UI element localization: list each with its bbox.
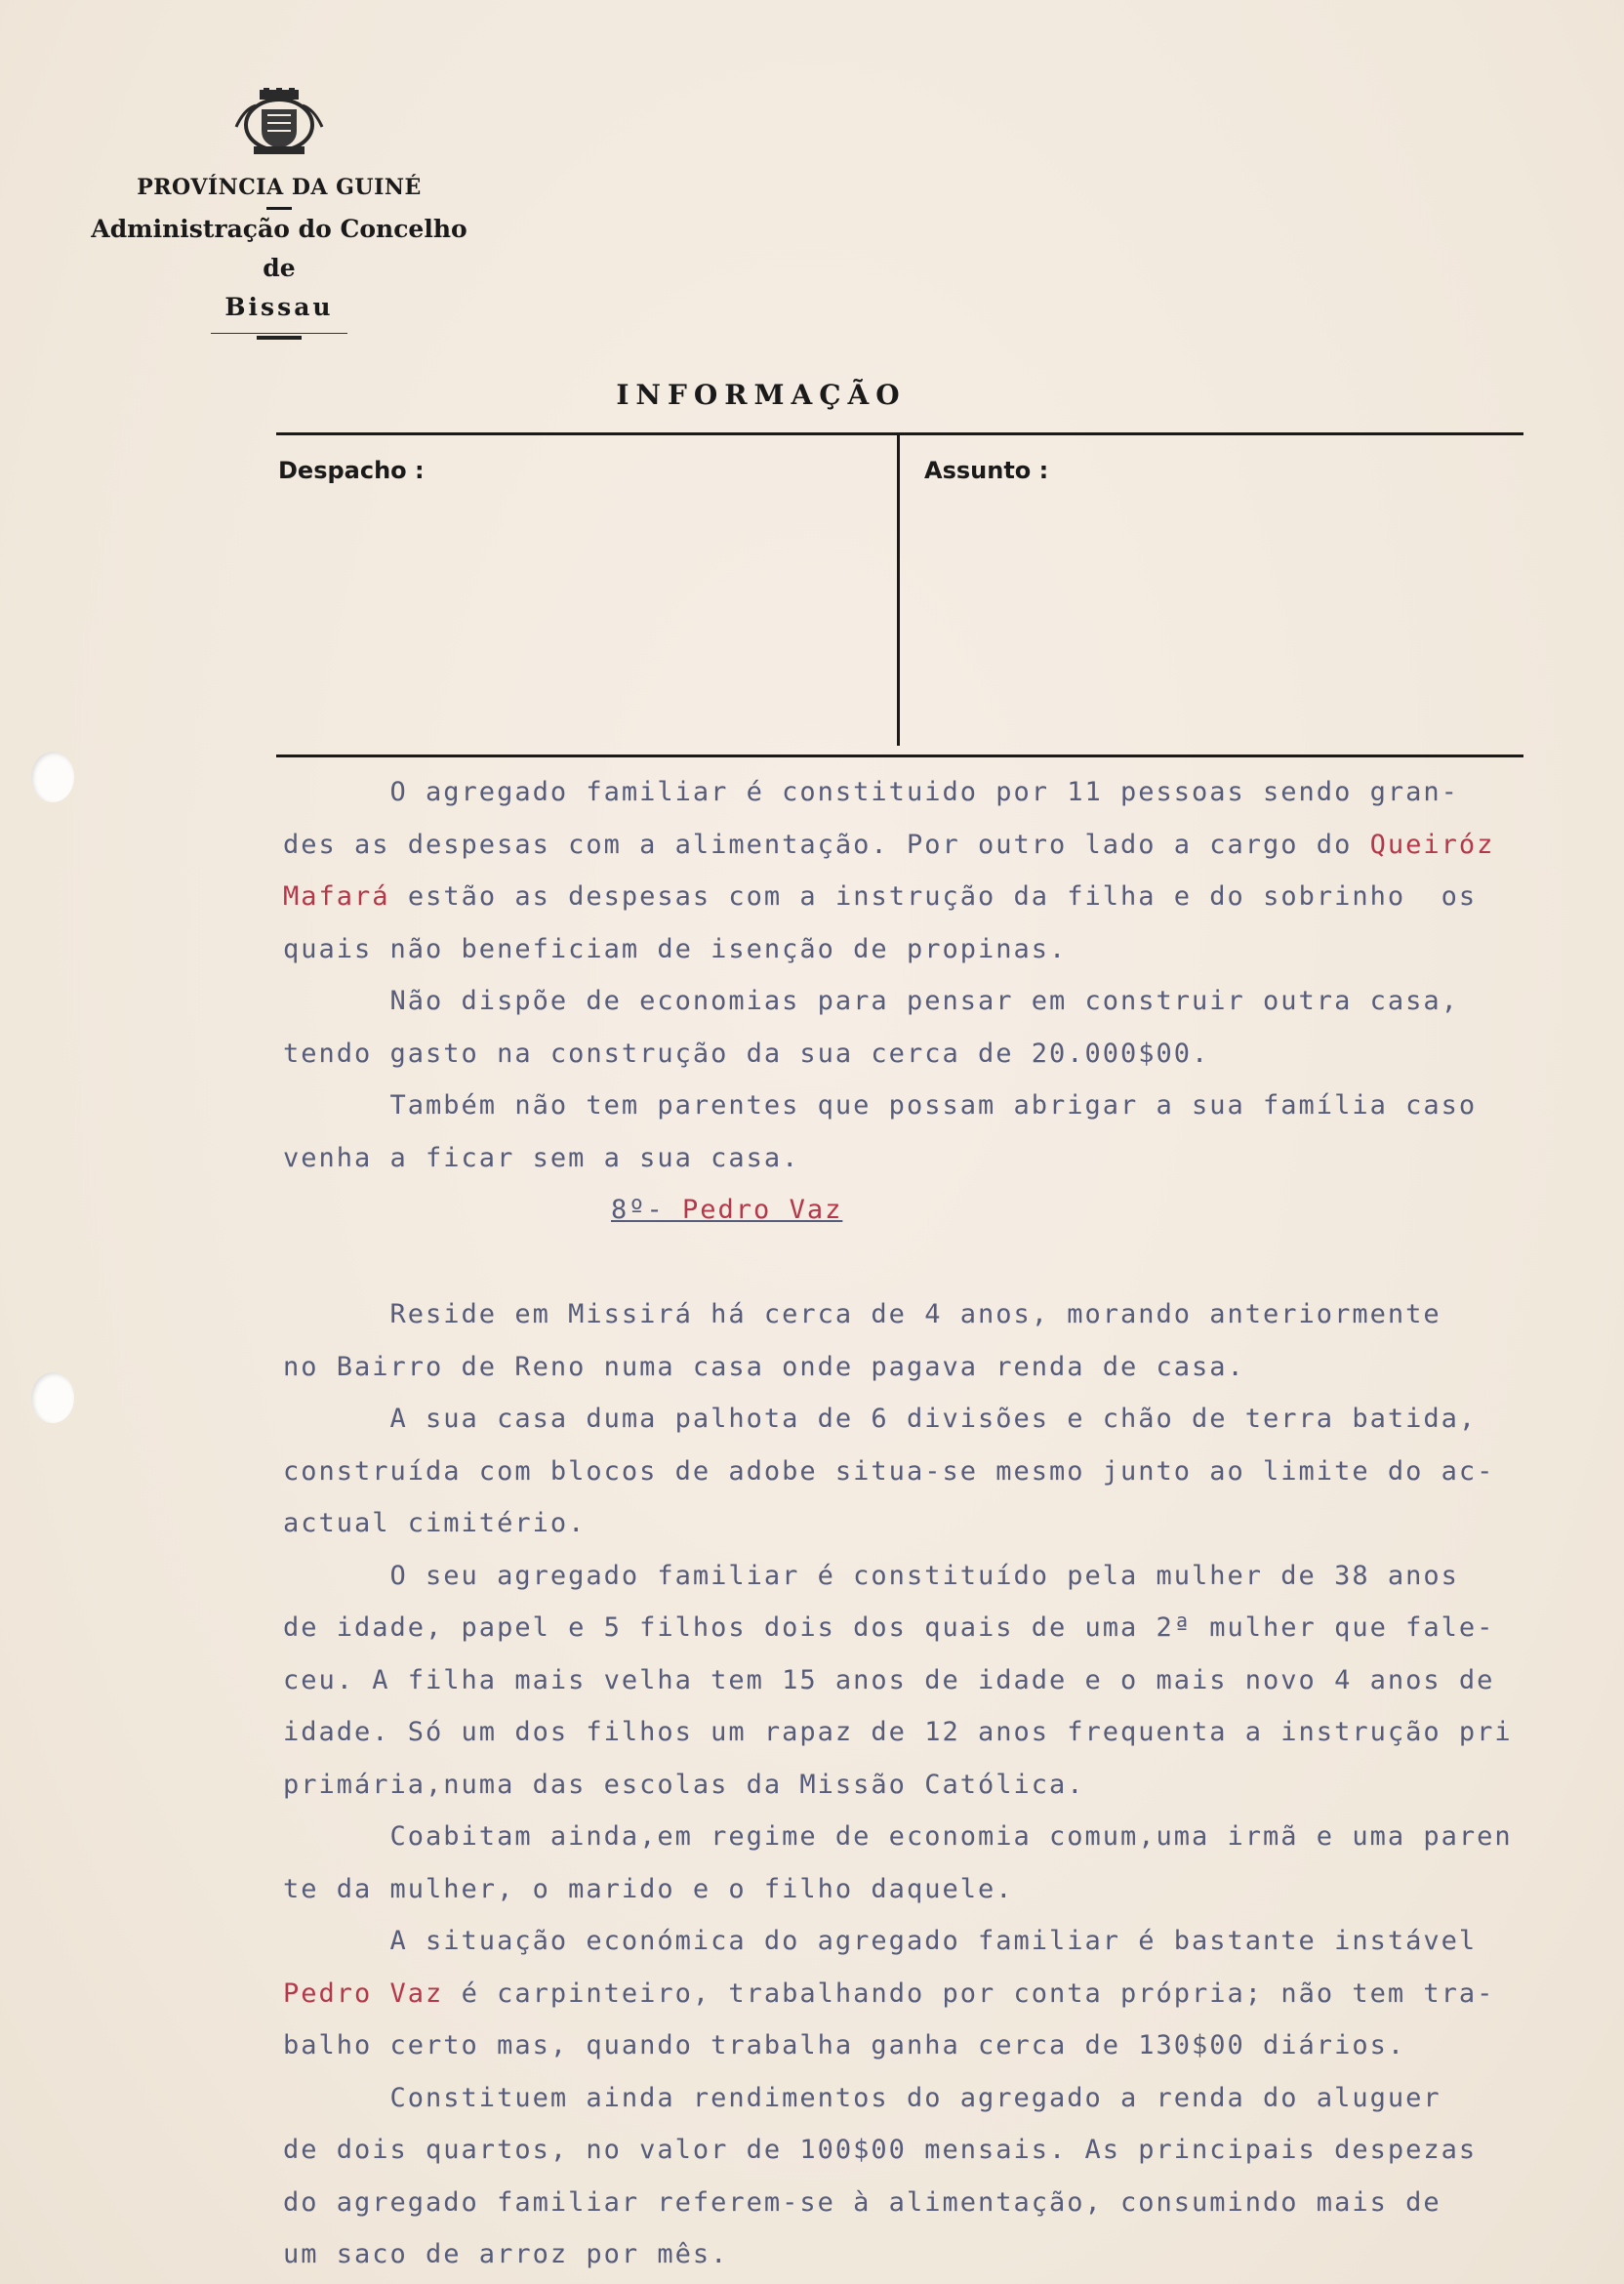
body-line: primária,numa das escolas da Missão Católica. [283, 1769, 1085, 1800]
body-line [283, 819, 1591, 872]
body-line: Constituem ainda rendimentos do agregado a renda do aluguer [283, 2082, 1441, 2113]
body-line: O agregado familiar é constituido por 11 pessoas sendo gran- [283, 777, 1459, 807]
name-pedro-vaz-heading: Pedro Vaz [682, 1195, 843, 1225]
preposition: de [263, 254, 296, 282]
form-divider [897, 435, 900, 746]
name-mafara: Mafará [283, 881, 390, 912]
section-heading [283, 1184, 1591, 1237]
body-line: Também não tem parentes que possam abrigar a sua família caso [283, 1090, 1478, 1121]
body-line [283, 1968, 1591, 2020]
body-text: é carpinteiro, trabalhando por conta própria; não tem tra- [443, 1978, 1495, 2009]
body-line: um saco de arroz por mês. [283, 2239, 729, 2269]
despacho-label: Despacho : [278, 457, 425, 484]
section-number: 8º- [611, 1195, 683, 1225]
letterhead [84, 88, 474, 340]
body-line: ceu. A filha mais velha tem 15 anos de idade e o mais novo 4 anos de [283, 1664, 1495, 1695]
body-text: estão as despesas com a instrução da filha e do sobrinho os [407, 881, 1478, 912]
body-text: des as despesas com a alimentação. Por outro lado a cargo do [283, 829, 1370, 860]
underline-rule [211, 333, 347, 334]
province-name: PROVÍNCIA DA GUINÉ [137, 175, 422, 200]
body-line: te da mulher, o marido e o filho daquele. [283, 1873, 1014, 1904]
body-line [283, 871, 1591, 923]
name-pedro-vaz: Pedro Vaz [283, 1978, 444, 2009]
punch-hole-bottom [31, 1372, 74, 1423]
name-queiroz: Queiróz [1369, 829, 1495, 860]
body-line: venha a ficar sem a sua casa. [283, 1142, 800, 1173]
typed-body [283, 766, 1591, 2281]
body-line: A sua casa duma palhota de 6 divisões e chão de terra batida, [283, 1404, 1478, 1434]
body-line: actual cimitério. [283, 1508, 587, 1538]
assunto-label: Assunto : [924, 457, 1049, 484]
body-line: balho certo mas, quando trabalha ganha cerca de 130$00 diários. [283, 2030, 1406, 2060]
body-line: idade. Só um dos filhos um rapaz de 12 anos frequenta a instrução pri [283, 1717, 1513, 1747]
body-line: Coabitam ainda,em regime de economia comum,uma irmã e uma paren [283, 1821, 1513, 1852]
body-line: A situação económica do agregado familiar é bastante instável [283, 1926, 1478, 1956]
body-line: Reside em Missirá há cerca de 4 anos, morando anteriormente [283, 1299, 1441, 1329]
form-box [276, 432, 1523, 757]
coat-of-arms-icon [232, 88, 326, 156]
underline-rule-thick [257, 336, 302, 340]
body-line: O seu agregado familiar é constituído pela mulher de 38 anos [283, 1560, 1459, 1591]
body-line: tendo gasto na construção da sua cerca de 20.000$00. [283, 1038, 1210, 1069]
punch-hole-top [31, 752, 74, 802]
body-line: construída com blocos de adobe situa-se mesmo junto ao limite do ac- [283, 1455, 1495, 1487]
body-line: no Bairro de Reno numa casa onde pagava renda de casa. [283, 1351, 1245, 1382]
city-name: Bissau [224, 293, 334, 321]
blank-line [283, 1237, 1591, 1289]
body-line: do agregado familiar referem-se à alimentação, consumindo mais de [283, 2186, 1441, 2218]
administration-name: Administração do Concelho [91, 215, 467, 243]
body-line: de idade, papel e 5 filhos dois dos quais de uma 2ª mulher que fale- [283, 1612, 1495, 1643]
body-line: de dois quartos, no valor de 100$00 mensais. As principais despezas [283, 2135, 1478, 2165]
body-line: quais não beneficiam de isenção de propinas. [283, 933, 1068, 964]
body-line: Não dispõe de economias para pensar em construir outra casa, [283, 986, 1459, 1016]
form-title: INFORMAÇÃO [616, 379, 907, 411]
